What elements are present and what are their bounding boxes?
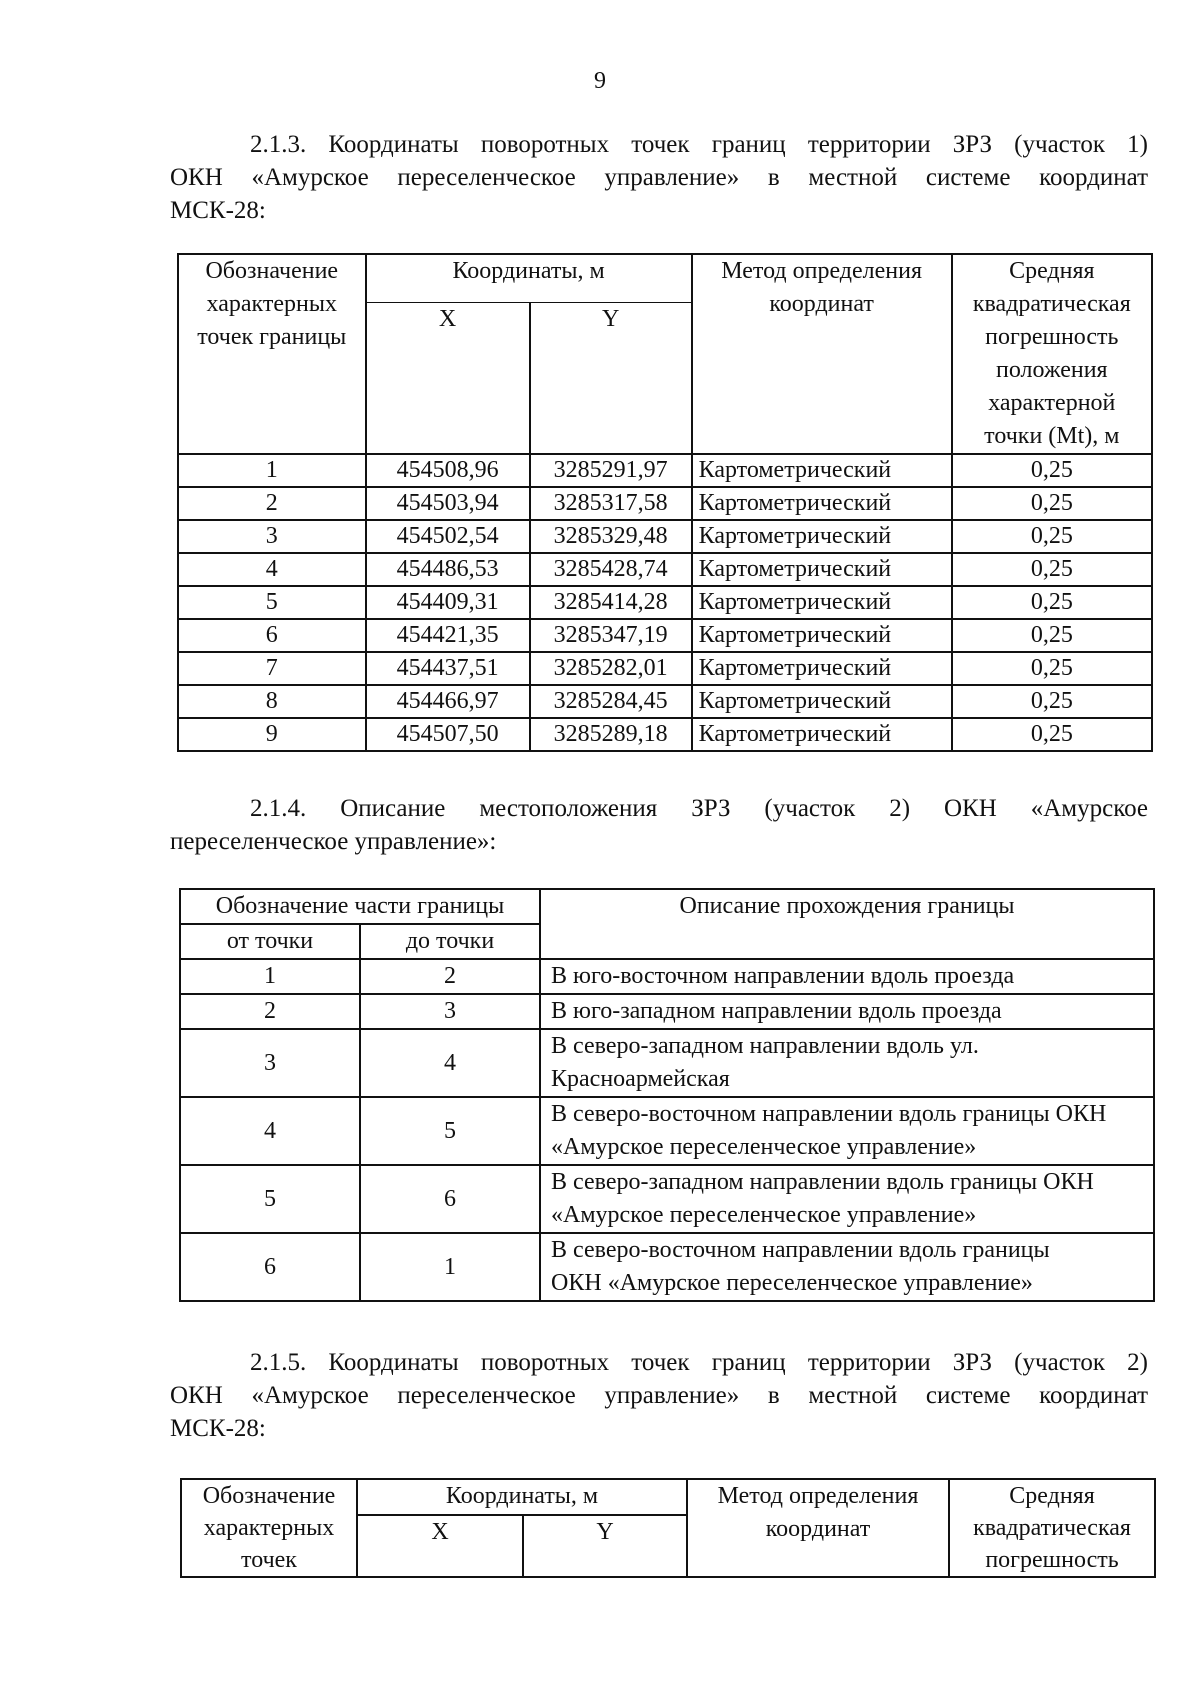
- header-method: Метод определения координат: [692, 254, 952, 454]
- cell-error: 0,25: [952, 487, 1152, 520]
- section-line: МСК-28:: [170, 1415, 266, 1442]
- section-2-1-3-heading: [170, 128, 1148, 227]
- table-row: [178, 487, 1152, 520]
- cell-error: 0,25: [952, 652, 1152, 685]
- header-to: до точки: [360, 924, 540, 959]
- cell-error: 0,25: [952, 454, 1152, 487]
- header-part: Обозначение части границы: [180, 889, 540, 924]
- table-row: [180, 994, 1154, 1029]
- cell-to: 4: [360, 1029, 540, 1097]
- header-method: Метод определения координат: [687, 1479, 949, 1577]
- cell-point: 6: [178, 619, 366, 652]
- header-point: Обозначение характерных точек границы: [178, 254, 366, 454]
- cell-method: Картометрический: [692, 454, 952, 487]
- cell-y: 3285347,19: [530, 619, 692, 652]
- cell-from: 5: [180, 1165, 360, 1233]
- cell-error: 0,25: [952, 553, 1152, 586]
- table-row: [180, 1029, 1154, 1097]
- section-line: МСК-28:: [170, 197, 266, 224]
- cell-description: В юго-восточном направлении вдоль проезда: [540, 959, 1154, 994]
- table-row: [180, 1097, 1154, 1165]
- cell-point: 4: [178, 553, 366, 586]
- cell-description: В северо-восточном направлении вдоль границы ОКН «Амурское переселенческое управление»: [540, 1233, 1154, 1301]
- table-row: [180, 1233, 1154, 1301]
- cell-to: 5: [360, 1097, 540, 1165]
- cell-from: 4: [180, 1097, 360, 1165]
- cell-method: Картометрический: [692, 685, 952, 718]
- section-line: 2.1.3. Координаты поворотных точек границ территории ЗРЗ (участок 1): [250, 131, 1148, 158]
- cell-y: 3285428,74: [530, 553, 692, 586]
- cell-method: Картометрический: [692, 487, 952, 520]
- cell-method: Картометрический: [692, 718, 952, 751]
- cell-point: 5: [178, 586, 366, 619]
- table-row: [178, 619, 1152, 652]
- cell-to: 1: [360, 1233, 540, 1301]
- cell-x: 454466,97: [366, 685, 530, 718]
- cell-point: 1: [178, 454, 366, 487]
- cell-point: 8: [178, 685, 366, 718]
- header-y: Y: [523, 1515, 687, 1577]
- cell-x: 454507,50: [366, 718, 530, 751]
- header-x: X: [357, 1515, 523, 1577]
- cell-point: 7: [178, 652, 366, 685]
- table-row: [180, 1165, 1154, 1233]
- cell-point: 3: [178, 520, 366, 553]
- table-row: [178, 685, 1152, 718]
- cell-method: Картометрический: [692, 586, 952, 619]
- cell-y: 3285284,45: [530, 685, 692, 718]
- cell-x: 454503,94: [366, 487, 530, 520]
- cell-description: В северо-западном направлении вдоль ул. Красноармейская: [540, 1029, 1154, 1097]
- cell-description: В северо-восточном направлении вдоль границы ОКН «Амурское переселенческое управление»: [540, 1097, 1154, 1165]
- section-line: переселенческое управление»:: [170, 828, 497, 855]
- cell-description: В юго-западном направлении вдоль проезда: [540, 994, 1154, 1029]
- header-description: Описание прохождения границы: [540, 889, 1154, 959]
- table-row: [178, 718, 1152, 751]
- coordinates-table-plot-2: [180, 1478, 1156, 1578]
- section-line: 2.1.5. Координаты поворотных точек границ территории ЗРЗ (участок 2): [250, 1349, 1148, 1376]
- cell-from: 6: [180, 1233, 360, 1301]
- cell-x: 454409,31: [366, 586, 530, 619]
- cell-y: 3285317,58: [530, 487, 692, 520]
- section-2-1-5-heading: [170, 1346, 1148, 1445]
- cell-x: 454486,53: [366, 553, 530, 586]
- table-row: [178, 586, 1152, 619]
- table-row: [180, 959, 1154, 994]
- coordinates-table-plot-1: [177, 253, 1153, 752]
- header-coords: Координаты, м: [366, 254, 692, 303]
- cell-error: 0,25: [952, 718, 1152, 751]
- table-row: [178, 652, 1152, 685]
- cell-error: 0,25: [952, 586, 1152, 619]
- cell-method: Картометрический: [692, 652, 952, 685]
- cell-x: 454437,51: [366, 652, 530, 685]
- cell-y: 3285329,48: [530, 520, 692, 553]
- cell-y: 3285414,28: [530, 586, 692, 619]
- cell-y: 3285289,18: [530, 718, 692, 751]
- cell-error: 0,25: [952, 619, 1152, 652]
- section-line: ОКН «Амурское переселенческое управление» в местной системе координат: [170, 1382, 1148, 1409]
- cell-x: 454508,96: [366, 454, 530, 487]
- cell-to: 2: [360, 959, 540, 994]
- header-error: Средняя квадратическая погрешность: [949, 1479, 1155, 1577]
- cell-method: Картометрический: [692, 553, 952, 586]
- cell-method: Картометрический: [692, 520, 952, 553]
- cell-to: 6: [360, 1165, 540, 1233]
- cell-y: 3285282,01: [530, 652, 692, 685]
- cell-from: 1: [180, 959, 360, 994]
- cell-x: 454421,35: [366, 619, 530, 652]
- cell-error: 0,25: [952, 685, 1152, 718]
- cell-from: 3: [180, 1029, 360, 1097]
- cell-error: 0,25: [952, 520, 1152, 553]
- page-number: 9: [594, 68, 606, 94]
- section-2-1-4-heading: [170, 792, 1148, 858]
- header-coords: Координаты, м: [357, 1479, 687, 1515]
- table-row: [178, 454, 1152, 487]
- section-line: ОКН «Амурское переселенческое управление» в местной системе координат: [170, 164, 1148, 191]
- header-y: Y: [530, 303, 692, 455]
- header-point: Обозначение характерных точек: [181, 1479, 357, 1577]
- section-line: 2.1.4. Описание местоположения ЗРЗ (участок 2) ОКН «Амурское: [250, 795, 1148, 822]
- cell-method: Картометрический: [692, 619, 952, 652]
- header-from: от точки: [180, 924, 360, 959]
- cell-point: 2: [178, 487, 366, 520]
- cell-from: 2: [180, 994, 360, 1029]
- table-row: [178, 520, 1152, 553]
- table-row: [178, 553, 1152, 586]
- header-error: Средняя квадратическая погрешность положения характерной точки (Mt), м: [952, 254, 1152, 454]
- cell-to: 3: [360, 994, 540, 1029]
- boundary-description-table-plot-2: [179, 888, 1155, 1302]
- cell-point: 9: [178, 718, 366, 751]
- cell-description: В северо-западном направлении вдоль границы ОКН «Амурское переселенческое управление»: [540, 1165, 1154, 1233]
- cell-y: 3285291,97: [530, 454, 692, 487]
- header-x: X: [366, 303, 530, 455]
- cell-x: 454502,54: [366, 520, 530, 553]
